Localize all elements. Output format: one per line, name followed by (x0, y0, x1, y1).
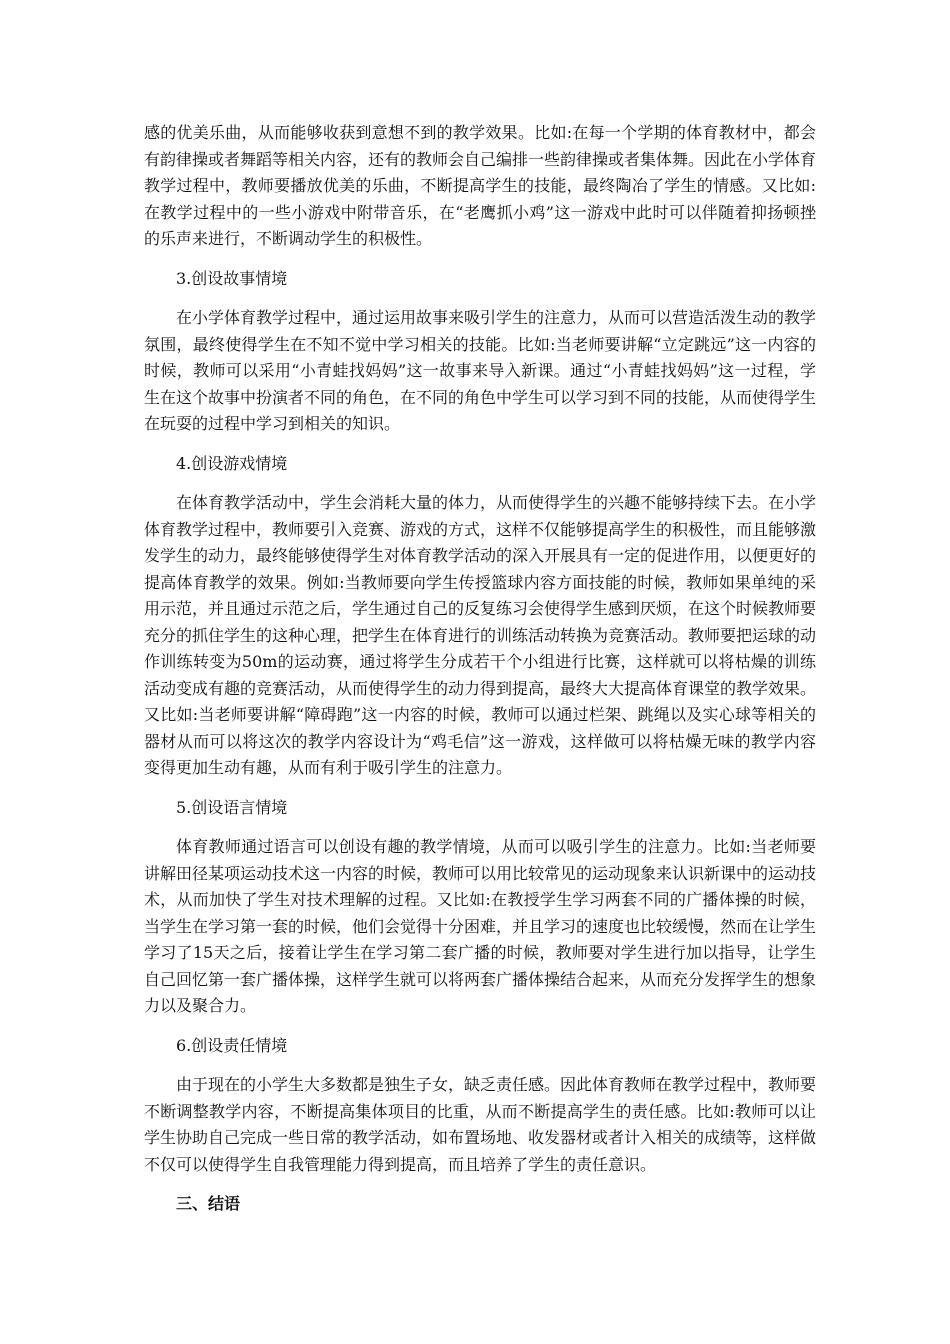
heading-responsibility-situation: 6.创设责任情境 (176, 1035, 288, 1055)
section-heading-conclusion: 三、结语 (176, 1194, 241, 1213)
heading-story-situation: 3.创设故事情境 (176, 268, 288, 288)
paragraph-story-situation: 在小学体育教学过程中，通过运用故事来吸引学生的注意力，从而可以营造活泼生动的教学氛围，最终使得学生在不知不觉中学习相关的技能。比如:当老师要讲解“立定跳远”这一内容的时候，教师可以采用“小青蛙找妈妈”这一故事来导入新课。通过“小青蛙找妈妈”这一过程，学生在这个故事中扮演者不同的角色，在不同的角色中学生可以学习到不同的技能，从而使得学生在玩耍的过程中学习到相关的知识。 (144, 308, 817, 433)
heading-game-situation: 4.创设游戏情境 (176, 453, 288, 473)
paragraph-music-continuation: 感的优美乐曲，从而能够收获到意想不到的教学效果。比如:在每一个学期的体育教材中，都会有韵律操或者舞蹈等相关内容，还有的教师会自己编排一些韵律操或者集体舞。因此在小学体育教学过程中，教师要播放优美的乐曲，不断提高学生的技能，最终陶冶了学生的情感。又比如:在教学过程中的一些小游戏中附带音乐，在“老鹰抓小鸡”这一游戏中此时可以伴随着抑扬顿挫的乐声来进行，不断调动学生的积极性。 (144, 123, 817, 248)
paragraph-responsibility-situation: 由于现在的小学生大多数都是独生子女，缺乏责任感。因此体育教师在教学过程中，教师要不断调整教学内容，不断提高集体项目的比重，从而不断提高学生的责任感。比如:教师可以让学生协助自己完成一些日常的教学活动，如布置场地、收发器材或者计入相关的成绩等，这样做不仅可以使得学生自我管理能力得到提高，而且培养了学生的责任意识。 (144, 1075, 817, 1174)
paragraph-language-situation: 体育教师通过语言可以创设有趣的教学情境，从而可以吸引学生的注意力。比如:当老师要讲解田径某项运动技术这一内容的时候，教师可以用比较常见的运动现象来认识新课中的运动技术，从而加快了学生对技术理解的过程。又比如:在教授学生学习两套不同的广播体操的时候，当学生在学习第一套的时候，他们会觉得十分困难，并且学习的速度也比较缓慢，然而在让学生学习了15天之后，接着让学生在学习第二套广播的时候，教师要对学生进行加以指导，让学生自己回忆第一套广播体操，这样学生就可以将两套广播体操结合起来，从而充分发挥学生的想象力以及聚合力。 (144, 837, 817, 1015)
paragraph-game-situation: 在体育教学活动中，学生会消耗大量的体力，从而使得学生的兴趣不能够持续下去。在小学体育教学过程中，教师要引入竞赛、游戏的方式，这样不仅能够提高学生的积极性，而且能够激发学生的动力，最终能够使得学生对体育教学活动的深入开展具有一定的促进作用，以便更好的提高体育教学的效果。例如:当教师要向学生传授篮球内容方面技能的时候，教师如果单纯的采用示范，并且通过示范之后，学生通过自己的反复练习会使得学生感到厌烦，在这个时候教师要充分的抓住学生的这种心理，把学生在体育进行的训练活动转换为竞赛活动。教师要把运球的动作训练转变为50m的运动赛，通过将学生分成若干个小组进行比赛，这样就可以将枯燥的训练活动变成有趣的竞赛活动，从而使得学生的动力得到提高，最终大大提高体育课堂的教学效果。又比如:当老师要讲解“障碍跑”这一内容的时候，教师可以通过栏架、跳绳以及实心球等相关的器材从而可以将这次的教学内容设计为“鸡毛信”这一游戏，这样做可以将枯燥无味的教学内容变得更加生动有趣，从而有利于吸引学生的注意力。 (144, 493, 817, 777)
heading-language-situation: 5.创设语言情境 (176, 797, 288, 817)
document-page (144, 120, 816, 1218)
